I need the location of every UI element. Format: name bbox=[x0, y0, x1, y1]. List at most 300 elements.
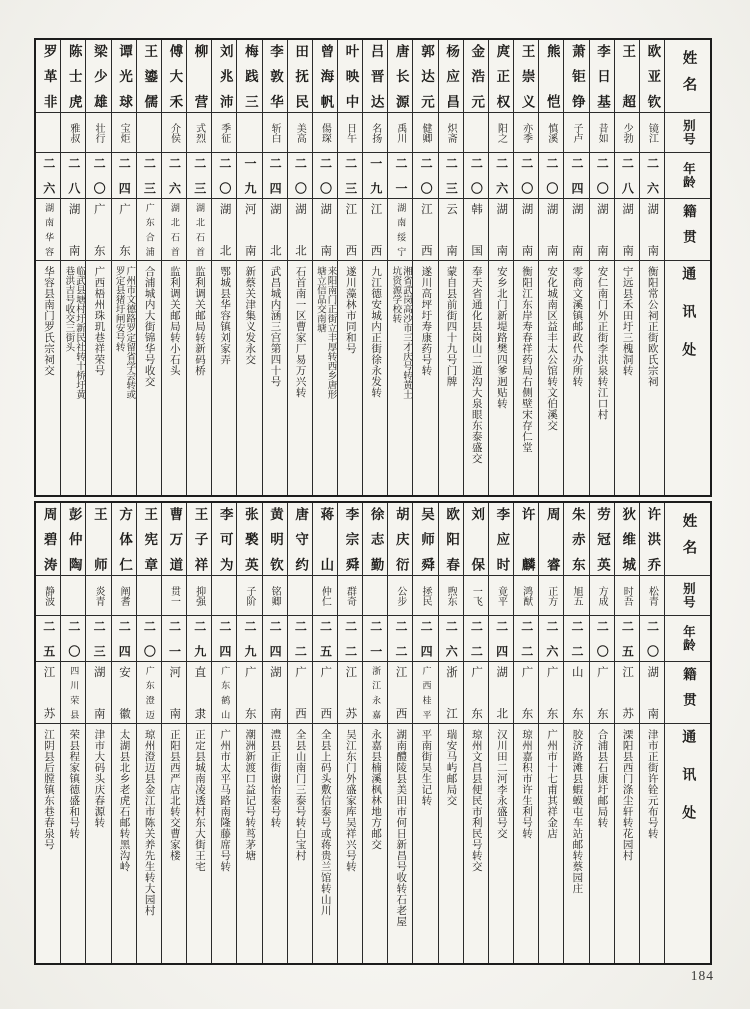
age-cell bbox=[86, 153, 110, 199]
name-cell bbox=[112, 40, 136, 113]
address-text: 湖南醴陵县美田市何日新昌号收转石老屋 bbox=[395, 729, 407, 927]
entry-column bbox=[589, 503, 614, 963]
address-cell bbox=[162, 724, 186, 963]
alias-text: 健卿 bbox=[420, 122, 432, 143]
alias-text: 贯一 bbox=[168, 585, 180, 606]
alias-cell bbox=[36, 576, 60, 616]
origin-text: 湖南 bbox=[646, 666, 659, 719]
header-address-cell bbox=[665, 724, 710, 963]
alias-text: 美高 bbox=[294, 122, 306, 143]
header-origin-cell bbox=[665, 662, 710, 724]
age-cell bbox=[187, 616, 211, 662]
alias-cell bbox=[212, 576, 236, 616]
age-cell bbox=[363, 153, 387, 199]
age-cell bbox=[263, 616, 287, 662]
origin-cell bbox=[539, 199, 563, 261]
address-text: 琼州澄迈县金江市陈关养先生转大园村 bbox=[143, 729, 155, 916]
address-cell bbox=[61, 724, 85, 963]
age-cell bbox=[640, 616, 664, 662]
address-cell bbox=[187, 261, 211, 495]
origin-text: 广东合浦 bbox=[144, 203, 155, 256]
address-text: 江阴县后膛镇东巷春泉号 bbox=[43, 729, 55, 850]
alias-text: 静波 bbox=[42, 585, 54, 606]
name-text: 梁少雄 bbox=[91, 44, 107, 108]
origin-cell bbox=[514, 662, 538, 724]
name-cell bbox=[489, 40, 513, 113]
alias-cell bbox=[489, 113, 513, 153]
address-text: 遂川高坪圩寿康药号转 bbox=[420, 266, 432, 376]
name-cell bbox=[86, 503, 110, 576]
origin-cell bbox=[288, 199, 312, 261]
address-cell bbox=[61, 261, 85, 495]
page-number: 184 bbox=[690, 968, 714, 983]
entry-column bbox=[312, 503, 337, 963]
age-text: 一九 bbox=[368, 157, 383, 194]
origin-cell bbox=[61, 199, 85, 261]
alias-text: 阐耆 bbox=[118, 585, 130, 606]
header-age-text: 年龄 bbox=[681, 625, 696, 652]
origin-text: 广东 bbox=[520, 666, 533, 719]
alias-text: 宝炬 bbox=[118, 122, 130, 143]
address-text: 广州市太平马路南隆藤席号转 bbox=[219, 729, 231, 872]
address-text: 监利调关邮局转新码桥 bbox=[193, 266, 205, 376]
name-text: 王师 bbox=[91, 507, 107, 571]
entry-column bbox=[362, 40, 387, 495]
alias-cell bbox=[263, 576, 287, 616]
address-cell bbox=[212, 724, 236, 963]
age-cell bbox=[137, 616, 161, 662]
age-text: 二六 bbox=[494, 157, 509, 194]
address-cell bbox=[539, 261, 563, 495]
address-text: 新蔡关津集义发永交 bbox=[244, 266, 256, 365]
origin-text: 广东鹤山 bbox=[220, 666, 231, 719]
origin-cell bbox=[388, 199, 412, 261]
name-cell bbox=[212, 40, 236, 113]
address-cell bbox=[338, 261, 362, 495]
age-text: 二四 bbox=[494, 620, 509, 657]
age-text: 二四 bbox=[268, 620, 283, 657]
address-text: 澧县正街谢怡泰号转 bbox=[269, 729, 281, 828]
name-text: 徐志勤 bbox=[368, 507, 384, 571]
address-cell bbox=[137, 261, 161, 495]
name-text: 李敦华 bbox=[268, 44, 283, 108]
address-cell bbox=[539, 724, 563, 963]
origin-cell bbox=[489, 199, 513, 261]
address-text: 潮洲新渡口益记号转茑茅塘 bbox=[244, 729, 256, 861]
name-cell bbox=[564, 40, 588, 113]
name-cell bbox=[489, 503, 513, 576]
alias-cell bbox=[61, 576, 85, 616]
alias-cell bbox=[187, 576, 211, 616]
age-text: 二〇 bbox=[519, 157, 534, 194]
address-cell bbox=[237, 724, 261, 963]
age-text: 二三 bbox=[142, 157, 157, 194]
entry-column bbox=[438, 40, 463, 495]
name-cell bbox=[112, 503, 136, 576]
origin-text: 湖南 bbox=[621, 203, 634, 256]
origin-text: 广东 bbox=[595, 666, 608, 719]
origin-text: 河南 bbox=[168, 666, 181, 719]
alias-cell bbox=[640, 576, 664, 616]
address-text: 鄂城县华容镇刘家弄 bbox=[219, 266, 231, 365]
origin-text: 浙江永嘉 bbox=[371, 666, 382, 719]
origin-cell bbox=[590, 199, 614, 261]
age-cell bbox=[212, 153, 236, 199]
alias-cell bbox=[137, 576, 161, 616]
name-text: 方体仁 bbox=[117, 507, 133, 571]
alias-text: 公步 bbox=[394, 585, 406, 606]
age-cell bbox=[86, 616, 110, 662]
alias-text: 竟平 bbox=[495, 585, 507, 606]
name-cell bbox=[388, 503, 412, 576]
name-cell bbox=[187, 40, 211, 113]
origin-text: 安徽 bbox=[117, 666, 130, 719]
age-cell bbox=[514, 153, 538, 199]
address-cell bbox=[489, 724, 513, 963]
age-cell bbox=[564, 153, 588, 199]
entry-column bbox=[589, 40, 614, 495]
address-cell bbox=[363, 724, 387, 963]
row-header-column bbox=[664, 40, 710, 495]
address-text: 正定县城南凌透村东大街王宅 bbox=[193, 729, 205, 872]
alias-cell bbox=[439, 576, 463, 616]
origin-text: 广西 bbox=[294, 666, 307, 719]
age-cell bbox=[464, 616, 488, 662]
age-text: 二九 bbox=[243, 620, 258, 657]
entry-column bbox=[387, 40, 412, 495]
origin-text: 广东澄迈 bbox=[144, 666, 155, 719]
address-text: 全县上码头敷信泰号或蒋贵兰馆转山川 bbox=[319, 729, 331, 916]
name-text: 吴师舜 bbox=[418, 507, 434, 571]
name-cell bbox=[187, 503, 211, 576]
name-cell bbox=[36, 40, 60, 113]
age-text: 二六 bbox=[41, 157, 56, 194]
alias-text: 炎青 bbox=[92, 585, 104, 606]
alias-text: 介侯 bbox=[168, 122, 180, 143]
origin-text: 湖南 bbox=[595, 203, 608, 256]
entry-column bbox=[60, 40, 85, 495]
origin-text: 云南 bbox=[444, 203, 457, 256]
entry-column bbox=[463, 40, 488, 495]
entry-column bbox=[639, 40, 664, 495]
origin-text: 广东 bbox=[243, 666, 256, 719]
address-cell bbox=[439, 261, 463, 495]
age-cell bbox=[439, 616, 463, 662]
alias-cell bbox=[162, 113, 186, 153]
age-text: 二三 bbox=[192, 157, 207, 194]
address-text: 瑞安马屿邮局交 bbox=[445, 729, 457, 806]
header-name-cell bbox=[665, 503, 710, 576]
name-text: 谭光球 bbox=[117, 44, 133, 108]
name-cell bbox=[464, 503, 488, 576]
origin-cell bbox=[237, 199, 261, 261]
name-text: 傅大禾 bbox=[167, 44, 183, 108]
entry-column bbox=[211, 503, 236, 963]
origin-text: 四川荣县 bbox=[69, 666, 80, 719]
entry-column bbox=[538, 40, 563, 495]
address-text: 胶济路滩县蝦蟆屯车站邮转蔡园庄 bbox=[571, 729, 583, 894]
name-cell bbox=[237, 40, 261, 113]
address-text: 合浦县石康圩邮局转 bbox=[596, 729, 608, 828]
age-text: 二四 bbox=[217, 620, 232, 657]
address-text: 蒙自县前街四十九号门牌 bbox=[445, 266, 457, 387]
alias-cell bbox=[539, 113, 563, 153]
header-address-text: 通讯处 bbox=[680, 729, 696, 843]
address-cell bbox=[464, 724, 488, 963]
origin-cell bbox=[162, 199, 186, 261]
name-cell bbox=[640, 40, 664, 113]
origin-text: 广东 bbox=[117, 203, 130, 256]
entry-column bbox=[614, 40, 639, 495]
name-text: 庹正权 bbox=[494, 44, 510, 108]
address-text: 安仁南门外正街李洪泉转江口村 bbox=[596, 266, 608, 420]
address-cell bbox=[514, 724, 538, 963]
age-text: 二五 bbox=[318, 620, 333, 657]
origin-text: 河南 bbox=[243, 203, 256, 256]
age-cell bbox=[61, 616, 85, 662]
age-cell bbox=[288, 153, 312, 199]
origin-text: 广东 bbox=[470, 666, 483, 719]
name-cell bbox=[263, 503, 287, 576]
header-alias-cell bbox=[665, 576, 710, 616]
name-text: 李应时 bbox=[494, 507, 510, 571]
age-text: 二五 bbox=[41, 620, 56, 657]
origin-text: 广西 bbox=[319, 666, 332, 719]
address-cell bbox=[263, 261, 287, 495]
address-text: 九江德安城内正街徐永发转 bbox=[370, 266, 382, 398]
entry-column bbox=[60, 503, 85, 963]
origin-text: 江苏 bbox=[621, 666, 634, 719]
origin-text: 湖南绥宁 bbox=[396, 203, 407, 256]
address-cell bbox=[112, 261, 136, 495]
alias-cell bbox=[363, 113, 387, 153]
alias-cell bbox=[413, 576, 437, 616]
name-text: 王鎏儒 bbox=[142, 44, 158, 108]
age-cell bbox=[590, 616, 614, 662]
entry-column bbox=[211, 40, 236, 495]
alias-cell bbox=[187, 113, 211, 153]
alias-cell bbox=[439, 113, 463, 153]
alias-cell bbox=[590, 576, 614, 616]
name-text: 欧阳春 bbox=[444, 507, 460, 571]
name-cell bbox=[413, 40, 437, 113]
alias-cell bbox=[564, 113, 588, 153]
age-cell bbox=[590, 153, 614, 199]
name-cell bbox=[439, 503, 463, 576]
address-cell bbox=[187, 724, 211, 963]
alias-text: 季征 bbox=[218, 122, 230, 143]
address-text: 全县山南门三泰号转白宝村 bbox=[294, 729, 306, 861]
age-cell bbox=[61, 153, 85, 199]
header-alias-text: 别号 bbox=[681, 582, 696, 609]
age-cell bbox=[489, 616, 513, 662]
name-cell bbox=[137, 503, 161, 576]
name-text: 王崇义 bbox=[519, 44, 535, 108]
age-text: 二二 bbox=[570, 620, 585, 657]
age-cell bbox=[263, 153, 287, 199]
directory-table-top bbox=[34, 38, 712, 497]
alias-text: 炽斋 bbox=[445, 122, 457, 143]
origin-cell bbox=[413, 662, 437, 724]
alias-text: 亦季 bbox=[520, 122, 532, 143]
alias-text: 群奇 bbox=[344, 585, 356, 606]
row-header-column bbox=[664, 503, 710, 963]
address-text: 永嘉县楠溪枫林地方邮交 bbox=[370, 729, 382, 850]
age-text: 二八 bbox=[620, 157, 635, 194]
name-cell bbox=[36, 503, 60, 576]
origin-cell bbox=[313, 662, 337, 724]
age-text: 二九 bbox=[192, 620, 207, 657]
entry-column bbox=[563, 503, 588, 963]
alias-text: 慎溪 bbox=[545, 122, 557, 143]
alias-text: 方成 bbox=[596, 585, 608, 606]
origin-cell bbox=[539, 662, 563, 724]
age-text: 二六 bbox=[167, 157, 182, 194]
address-cell bbox=[263, 724, 287, 963]
entry-column bbox=[236, 503, 261, 963]
age-text: 二〇 bbox=[92, 157, 107, 194]
age-cell bbox=[413, 153, 437, 199]
age-cell bbox=[187, 153, 211, 199]
entry-column bbox=[438, 503, 463, 963]
address-text: 监利调关邮局转小石头 bbox=[168, 266, 180, 376]
alias-cell bbox=[388, 113, 412, 153]
alias-text: 正方 bbox=[545, 585, 557, 606]
age-text: 二三 bbox=[444, 157, 459, 194]
origin-text: 直隶 bbox=[193, 666, 206, 719]
entry-column bbox=[513, 503, 538, 963]
alias-cell bbox=[313, 113, 337, 153]
alias-cell bbox=[237, 576, 261, 616]
name-text: 李日基 bbox=[595, 44, 611, 108]
origin-text: 湖南 bbox=[520, 203, 533, 256]
alias-text: 阳之 bbox=[495, 122, 507, 143]
alias-cell bbox=[338, 576, 362, 616]
entry-column bbox=[337, 503, 362, 963]
address-text: 来阳南门正街立丰厚转西乡唐形塘立信品交南塘 bbox=[314, 266, 336, 399]
address-text: 津市大码头庆春源转 bbox=[93, 729, 105, 828]
origin-cell bbox=[514, 199, 538, 261]
address-text: 零商文溪镇邮政代办所转 bbox=[571, 266, 583, 387]
alias-text: 时吾 bbox=[621, 585, 633, 606]
name-cell bbox=[162, 503, 186, 576]
name-text: 欧亚钦 bbox=[645, 44, 661, 108]
alias-cell bbox=[464, 113, 488, 153]
origin-text: 江西 bbox=[369, 203, 382, 256]
origin-cell bbox=[640, 199, 664, 261]
entry-column bbox=[262, 40, 287, 495]
name-cell bbox=[313, 503, 337, 576]
name-cell bbox=[363, 40, 387, 113]
address-cell bbox=[564, 261, 588, 495]
alias-text: 旭五 bbox=[570, 585, 582, 606]
age-text: 二六 bbox=[645, 157, 660, 194]
origin-text: 韩国 bbox=[470, 203, 483, 256]
age-text: 二四 bbox=[419, 620, 434, 657]
alias-cell bbox=[112, 576, 136, 616]
address-text: 荣县程家镇德盛和号转 bbox=[68, 729, 80, 839]
address-cell bbox=[615, 261, 639, 495]
address-text: 安乡北门新堤路樊四爹迥贴转 bbox=[495, 266, 507, 409]
name-text: 朱赤东 bbox=[569, 507, 585, 571]
age-text: 二〇 bbox=[217, 157, 232, 194]
age-cell bbox=[615, 153, 639, 199]
alias-text: 煦东 bbox=[445, 585, 457, 606]
address-cell bbox=[464, 261, 488, 495]
name-text: 王子祥 bbox=[192, 507, 208, 571]
entry-column bbox=[136, 503, 161, 963]
directory-table-bottom bbox=[34, 501, 712, 965]
alias-cell bbox=[313, 576, 337, 616]
age-text: 二〇 bbox=[544, 157, 559, 194]
origin-cell bbox=[137, 662, 161, 724]
entry-column bbox=[262, 503, 287, 963]
alias-text: 式烈 bbox=[193, 122, 205, 143]
name-cell bbox=[514, 40, 538, 113]
age-cell bbox=[338, 153, 362, 199]
origin-text: 湖北 bbox=[268, 203, 281, 256]
entry-column bbox=[36, 503, 60, 963]
age-text: 二四 bbox=[570, 157, 585, 194]
age-cell bbox=[514, 616, 538, 662]
name-cell bbox=[338, 40, 362, 113]
origin-text: 湖北 bbox=[495, 666, 508, 719]
origin-cell bbox=[615, 662, 639, 724]
alias-text: 一飞 bbox=[470, 585, 482, 606]
age-text: 二〇 bbox=[595, 157, 610, 194]
header-alias-text: 别号 bbox=[681, 119, 696, 146]
origin-cell bbox=[640, 662, 664, 724]
origin-cell bbox=[112, 199, 136, 261]
name-text: 刘保 bbox=[469, 507, 485, 571]
address-text: 奉天省通化县岗山二道沟大泉眼东泰盛交 bbox=[470, 266, 482, 464]
entry-column bbox=[488, 40, 513, 495]
age-text: 二六 bbox=[544, 620, 559, 657]
entry-column bbox=[387, 503, 412, 963]
origin-text: 江苏 bbox=[344, 666, 357, 719]
age-text: 二三 bbox=[343, 157, 358, 194]
name-text: 周睿 bbox=[544, 507, 560, 571]
name-cell bbox=[288, 40, 312, 113]
name-cell bbox=[539, 40, 563, 113]
origin-text: 湖南 bbox=[67, 203, 80, 256]
alias-text: 斩白 bbox=[269, 122, 281, 143]
name-text: 许麟 bbox=[519, 507, 535, 571]
origin-text: 湖南 bbox=[92, 666, 105, 719]
age-text: 二〇 bbox=[142, 620, 157, 657]
entry-column bbox=[488, 503, 513, 963]
name-cell bbox=[590, 40, 614, 113]
entry-column bbox=[85, 503, 110, 963]
age-text: 二五 bbox=[620, 620, 635, 657]
origin-cell bbox=[464, 662, 488, 724]
age-text: 二四 bbox=[117, 157, 132, 194]
address-text: 广州市十七甫其祥金店 bbox=[546, 729, 558, 839]
name-text: 张褧英 bbox=[242, 507, 258, 571]
age-cell bbox=[539, 153, 563, 199]
address-text: 武昌城内涵三宫第四十号 bbox=[269, 266, 281, 387]
address-text: 衡阳江东岸寿春祥药局右侧壁宋存仁堂 bbox=[521, 266, 533, 453]
name-text: 郭达元 bbox=[418, 44, 434, 108]
name-text: 曹万道 bbox=[167, 507, 183, 571]
header-age-cell bbox=[665, 616, 710, 662]
origin-cell bbox=[212, 662, 236, 724]
alias-cell bbox=[590, 113, 614, 153]
origin-text: 湖南华容 bbox=[44, 203, 55, 256]
age-cell bbox=[615, 616, 639, 662]
origin-text: 江苏 bbox=[42, 666, 55, 719]
header-origin-text: 籍贯 bbox=[680, 204, 696, 255]
